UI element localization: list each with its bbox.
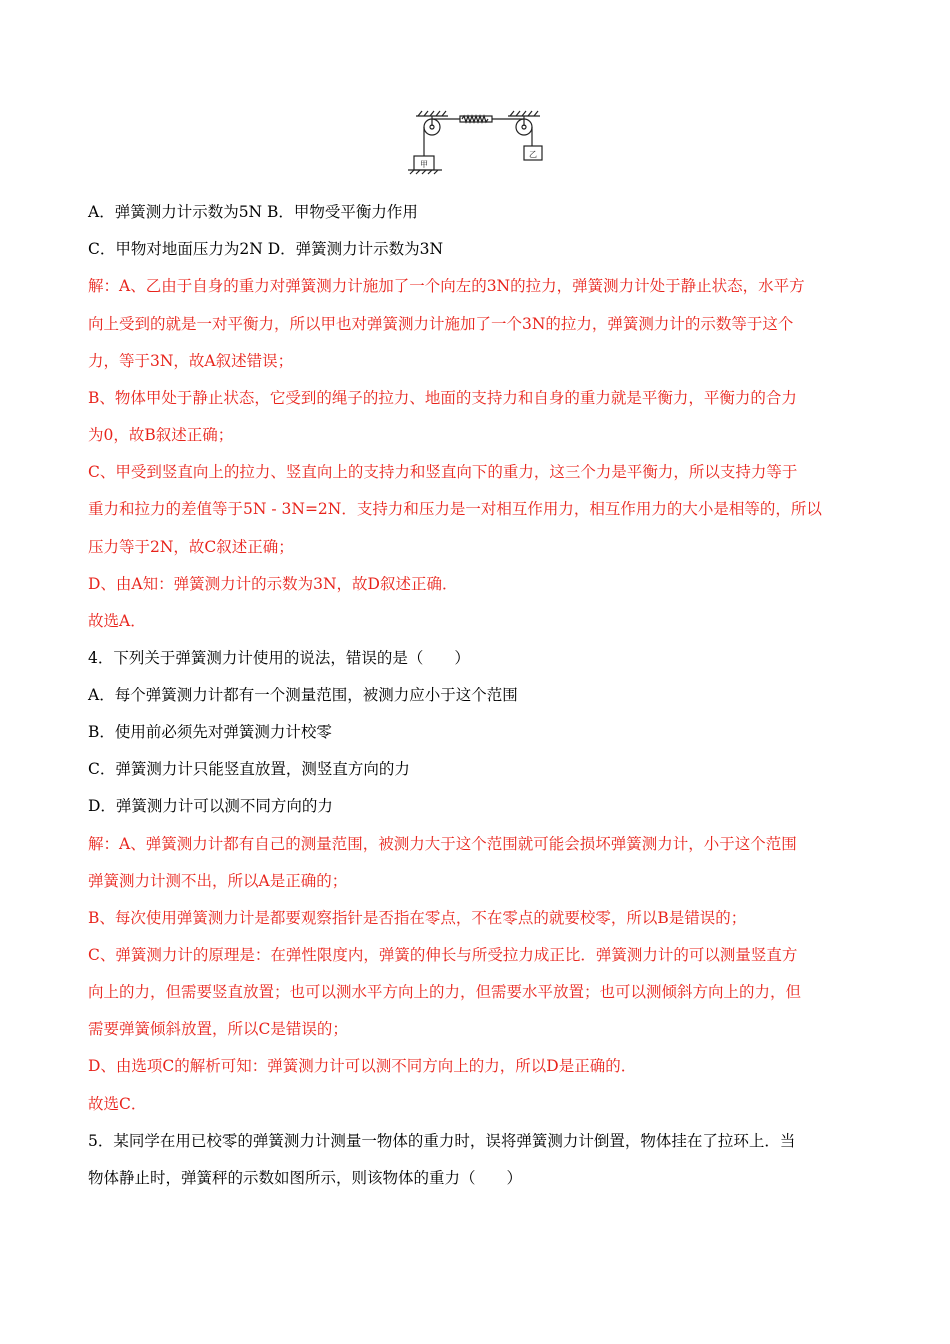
q3-solution-line: 解：A、乙由于自身的重力对弹簧测力计施加了一个向左的3N的拉力，弹簧测力计处于静止状态，水平方 — [88, 277, 805, 295]
q4-solution-line: 解：A、弹簧测力计都有自己的测量范围，被测力大于这个范围就可能会损坏弹簧测力计，小于这个范围 — [88, 835, 797, 853]
q3-solution-line: 重力和拉力的差值等于5N - 3N=2N．支持力和压力是一对相互作用力，相互作用力的大小是相等的，所以 — [88, 500, 822, 518]
q3-answer: 故选A． — [88, 612, 146, 630]
q3-solution-line: 向上受到的就是一对平衡力，所以甲也对弹簧测力计施加了一个3N的拉力，弹簧测力计的示数等于这个 — [88, 315, 794, 333]
q4-option-a: A．每个弹簧测力计都有一个测量范围，被测力应小于这个范围 — [88, 686, 518, 704]
q4-option-c: C．弹簧测力计只能竖直放置，测竖直方向的力 — [88, 760, 410, 778]
q3-solution-line: 力，等于3N，故A叙述错误； — [88, 352, 294, 370]
q4-option-d: D．弹簧测力计可以测不同方向的力 — [88, 797, 333, 815]
q4-solution-line: 需要弹簧倾斜放置，所以C是错误的； — [88, 1020, 348, 1038]
block-yi-label: 乙 — [529, 150, 537, 159]
q5-question-line: 5．某同学在用已校零的弹簧测力计测量一物体的重力时，误将弹簧测力计倒置，物体挂在了拉环上．当 — [88, 1132, 796, 1150]
q3-options-row-2: C．甲物对地面压力为2N D．弹簧测力计示数为3N — [88, 240, 444, 258]
q4-solution-line: 向上的力，但需要竖直放置；也可以测水平方向上的力，但需要水平放置；也可以测倾斜方向上的力，但 — [88, 983, 802, 1001]
q3-options-row-1: A．弹簧测力计示数为5N B．甲物受平衡力作用 — [88, 203, 418, 221]
q4-question: 4．下列关于弹簧测力计使用的说法，错误的是（ ） — [88, 649, 470, 667]
q3-solution-line: B、物体甲处于静止状态，它受到的绳子的拉力、地面的支持力和自身的重力就是平衡力，平衡力的合力 — [88, 389, 797, 407]
block-jia-label: 甲 — [420, 160, 428, 169]
q4-option-b: B．使用前必须先对弹簧测力计校零 — [88, 723, 332, 741]
q4-solution-line: D、由选项C的解析可知：弹簧测力计可以测不同方向上的力，所以D是正确的． — [88, 1057, 637, 1075]
spring-scale-pulley-diagram — [408, 108, 548, 178]
q4-answer: 故选C． — [88, 1095, 147, 1113]
q3-solution-line: D、由A知：弹簧测力计的示数为3N，故D叙述正确． — [88, 575, 458, 593]
q4-solution-line: B、每次使用弹簧测力计是都要观察指针是否指在零点，不在零点的就要校零，所以B是错误的； — [88, 909, 747, 927]
q4-solution-line: C、弹簧测力计的原理是：在弹性限度内，弹簧的伸长与所受拉力成正比．弹簧测力计的可以测量竖直方 — [88, 946, 798, 964]
q5-question-line: 物体静止时，弹簧秤的示数如图所示，则该物体的重力（ ） — [88, 1169, 523, 1187]
q3-solution-line: 压力等于2N，故C叙述正确； — [88, 538, 294, 556]
q3-solution-line: C、甲受到竖直向上的拉力、竖直向上的支持力和竖直向下的重力，这三个力是平衡力，所以支持力等于 — [88, 463, 798, 481]
q3-solution-line: 为0，故B叙述正确； — [88, 426, 234, 444]
q4-solution-line: 弹簧测力计测不出，所以A是正确的； — [88, 872, 348, 890]
